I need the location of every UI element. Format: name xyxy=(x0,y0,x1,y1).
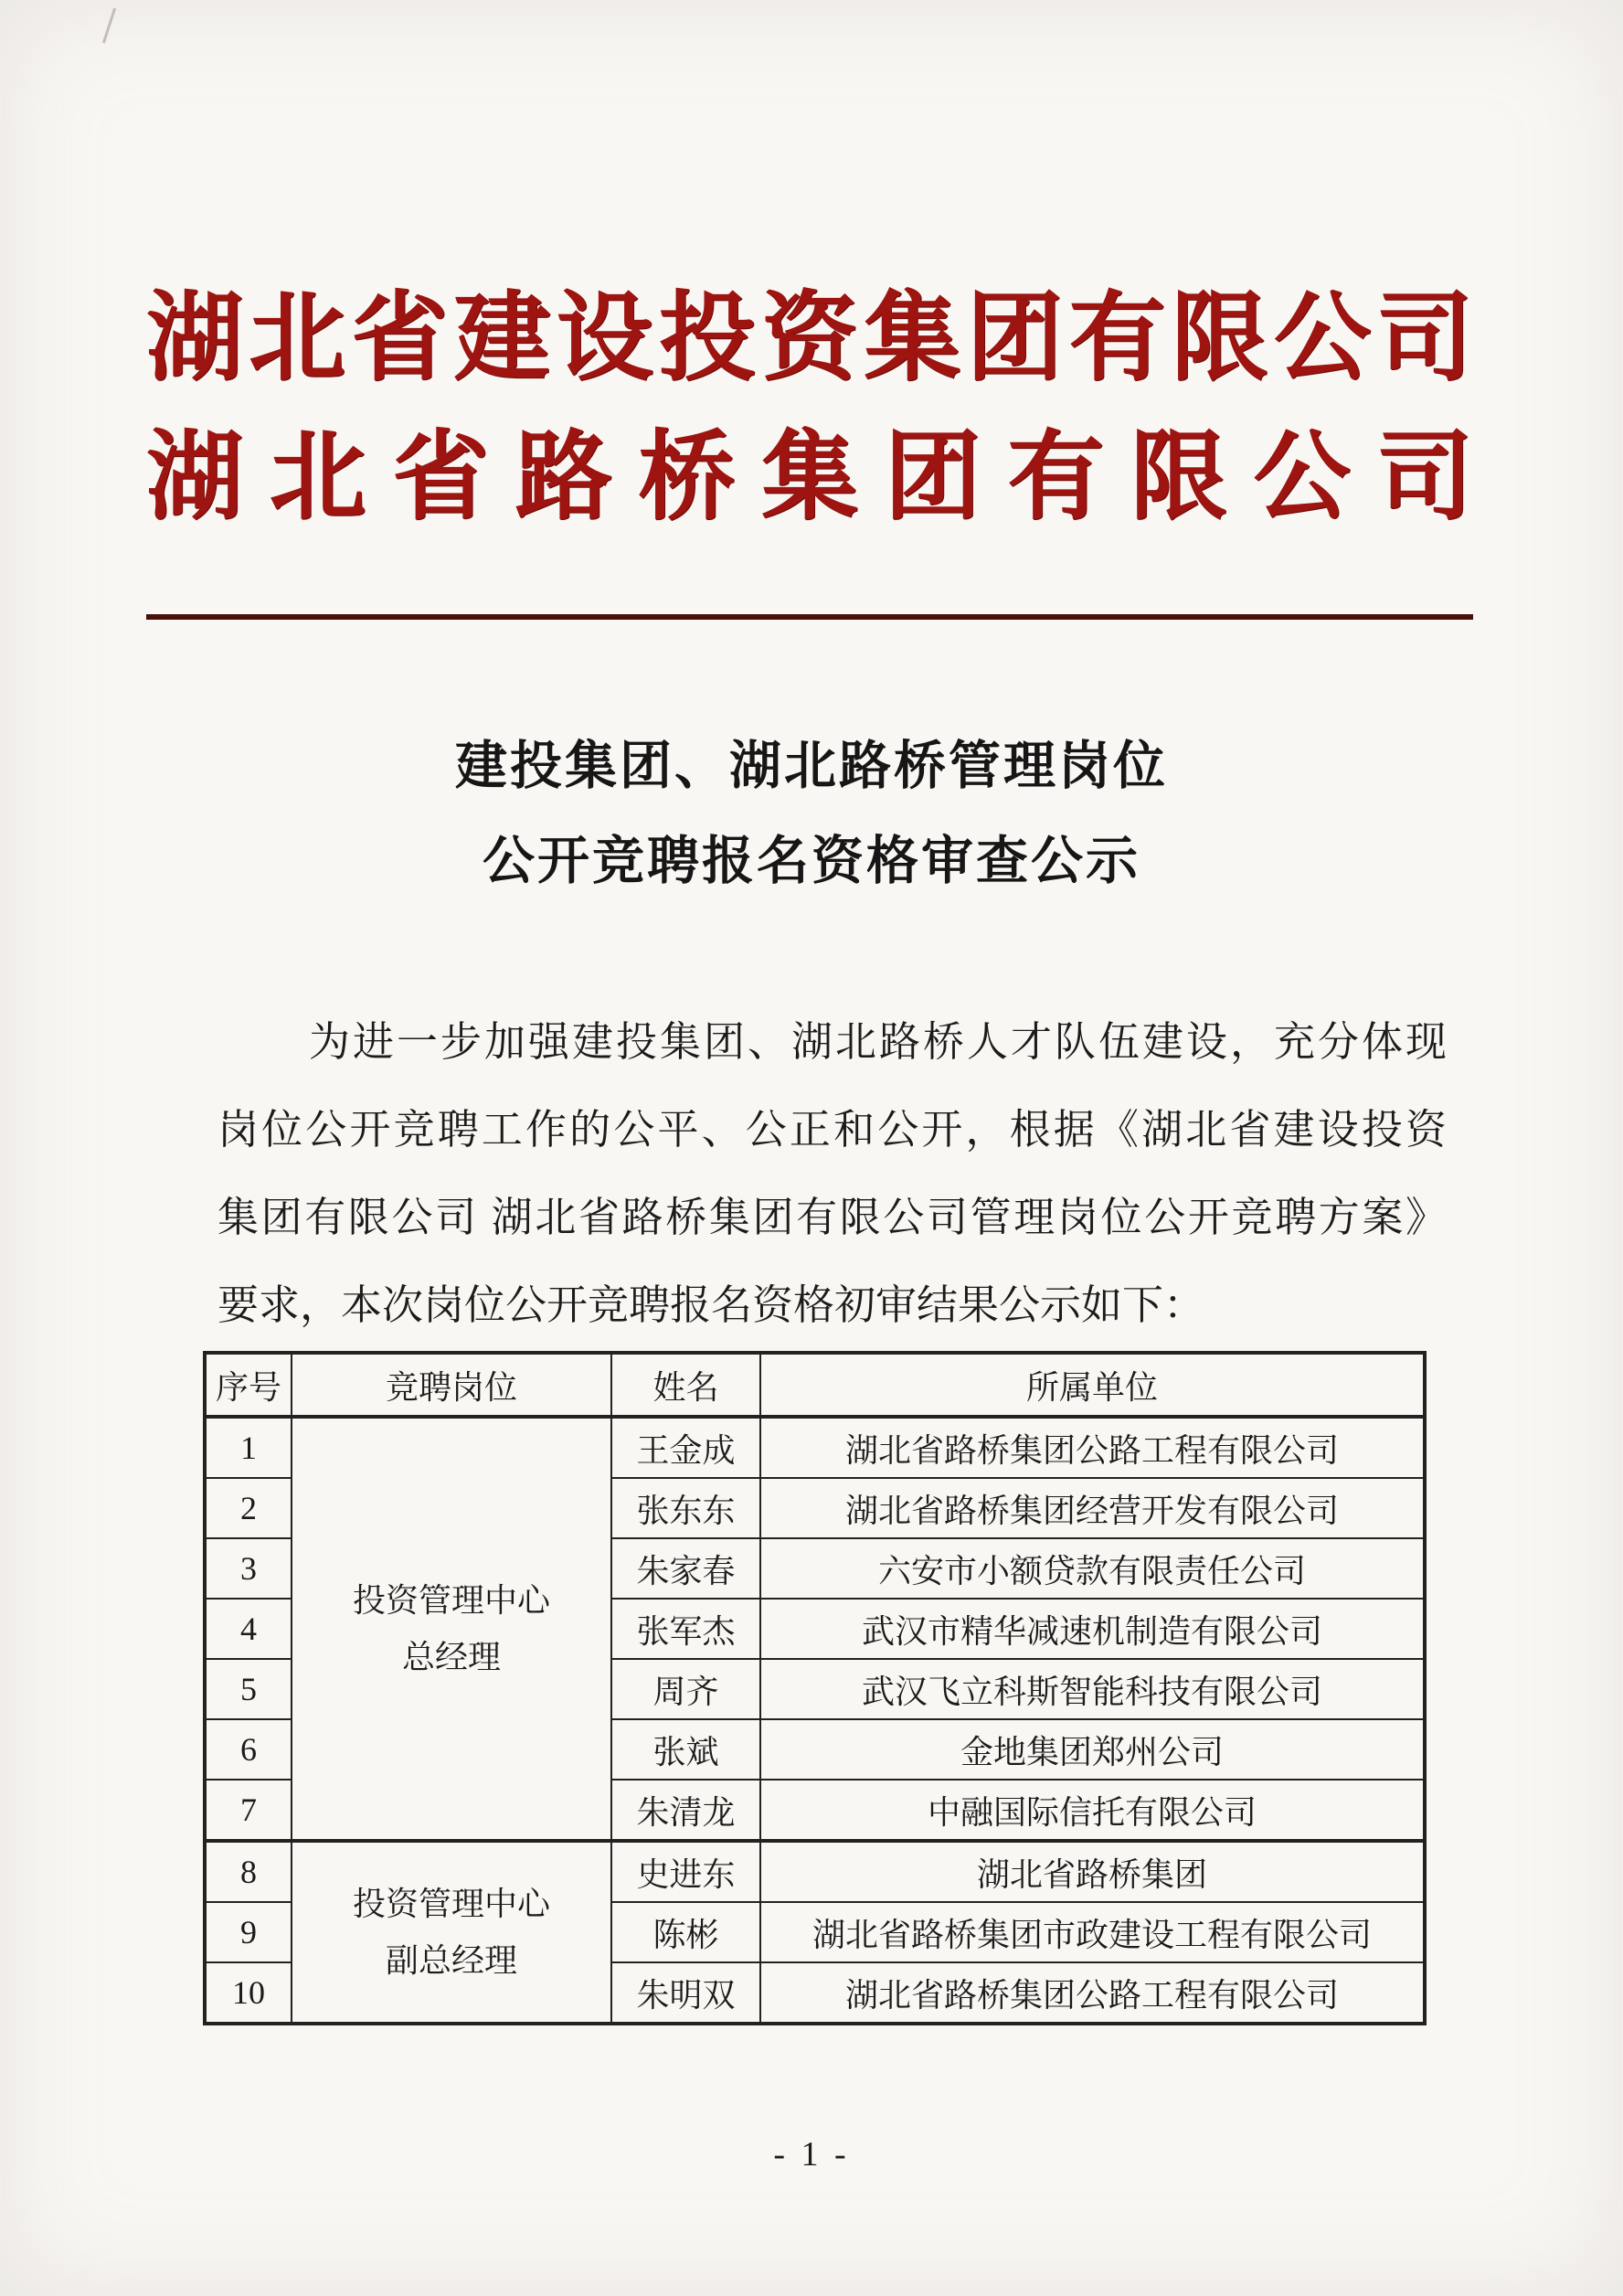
cell-position-group-1 xyxy=(292,1417,611,1841)
cell-unit: 湖北省路桥集团经营开发有限公司 xyxy=(760,1478,1425,1538)
cell-unit: 武汉市精华减速机制造有限公司 xyxy=(760,1599,1425,1659)
body-line: 为进一步加强建投集团、湖北路桥人才队伍建设，充分体现 xyxy=(309,1019,1447,1065)
cell-name: 朱家春 xyxy=(611,1538,760,1599)
cell-no: 7 xyxy=(205,1780,292,1841)
body-line: 集团有限公司 湖北省路桥集团有限公司管理岗位公开竞聘方案》 xyxy=(217,1195,1447,1240)
cell-no: 8 xyxy=(205,1841,292,1902)
cell-unit: 武汉飞立科斯智能科技有限公司 xyxy=(760,1659,1425,1719)
cell-no: 6 xyxy=(205,1719,292,1780)
cell-unit: 湖北省路桥集团市政建设工程有限公司 xyxy=(760,1902,1425,1962)
cell-unit: 金地集团郑州公司 xyxy=(760,1719,1425,1780)
header-name: 姓名 xyxy=(611,1353,760,1417)
table-row xyxy=(205,1417,1425,1478)
body-line: 岗位公开竞聘工作的公平、公正和公开，根据《湖北省建设投资 xyxy=(217,1107,1447,1153)
cell-name: 朱清龙 xyxy=(611,1780,760,1841)
document-title-line-1: 建投集团、湖北路桥管理岗位 xyxy=(455,738,1168,795)
cell-unit: 湖北省路桥集团公路工程有限公司 xyxy=(760,1962,1425,2024)
applicant-table xyxy=(203,1351,1427,2025)
position-line-1: 投资管理中心 xyxy=(352,1582,550,1619)
scan-artifact xyxy=(102,8,116,44)
cell-name: 王金成 xyxy=(611,1417,760,1478)
header-position: 竞聘岗位 xyxy=(292,1353,611,1417)
cell-unit: 湖北省路桥集团 xyxy=(760,1841,1425,1902)
position-line-1: 投资管理中心 xyxy=(352,1886,550,1922)
cell-no: 3 xyxy=(205,1538,292,1599)
header-unit: 所属单位 xyxy=(760,1353,1425,1417)
letterhead-line-2: 湖北省路桥集团有限公司 xyxy=(146,424,1473,531)
cell-unit: 中融国际信托有限公司 xyxy=(760,1780,1425,1841)
cell-position-group-2 xyxy=(292,1841,611,2024)
cell-no: 10 xyxy=(205,1962,292,2024)
letterhead-line-1: 湖北省建设投资集团有限公司 xyxy=(146,285,1473,392)
header-no: 序号 xyxy=(205,1353,292,1417)
cell-name: 张军杰 xyxy=(611,1599,760,1659)
cell-no: 2 xyxy=(205,1478,292,1538)
cell-name: 周齐 xyxy=(611,1659,760,1719)
body-line: 要求，本次岗位公开竞聘报名资格初审结果公示如下： xyxy=(217,1282,1205,1328)
cell-name: 张斌 xyxy=(611,1719,760,1780)
cell-unit: 六安市小额贷款有限责任公司 xyxy=(760,1538,1425,1599)
cell-name: 朱明双 xyxy=(611,1962,760,2024)
position-line-2: 总经理 xyxy=(401,1639,501,1675)
cell-unit: 湖北省路桥集团公路工程有限公司 xyxy=(760,1417,1425,1478)
body-paragraph xyxy=(217,998,1447,1349)
cell-name: 史进东 xyxy=(611,1841,760,1902)
letterhead-rule xyxy=(146,614,1473,620)
cell-name: 张东东 xyxy=(611,1478,760,1538)
document-title-line-2: 公开竞聘报名资格审查公示 xyxy=(483,833,1140,890)
cell-no: 5 xyxy=(205,1659,292,1719)
cell-name: 陈彬 xyxy=(611,1902,760,1962)
cell-no: 1 xyxy=(205,1417,292,1478)
page-number: - 1 - xyxy=(773,2135,850,2174)
table-header-row xyxy=(205,1353,1425,1417)
position-line-2: 副总经理 xyxy=(385,1942,517,1979)
table-row xyxy=(205,1841,1425,1902)
cell-no: 4 xyxy=(205,1599,292,1659)
cell-no: 9 xyxy=(205,1902,292,1962)
